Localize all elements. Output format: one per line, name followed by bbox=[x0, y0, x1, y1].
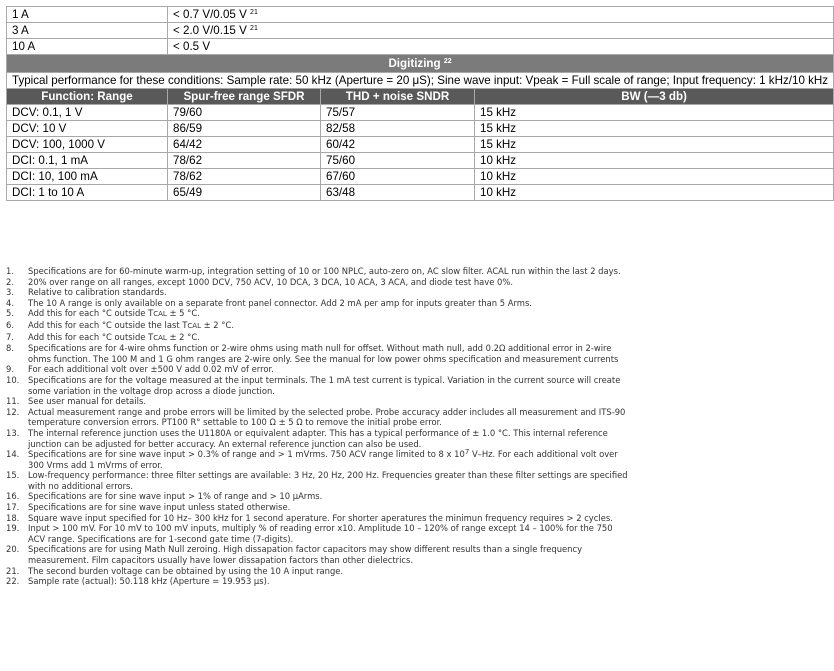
footnote-text: Add this for each °C outside TCAL ± 5 °C. bbox=[28, 308, 200, 319]
footnote-item bbox=[6, 320, 632, 332]
footnote-text: Input > 100 mV. For 10 mV to 100 mV inputs, multiply % of reading error x10. Amplitude 10 – 120% of range except 14 – 100% for the 750 ACV range. Specifications are for 1-second gate time (7-digits). bbox=[28, 523, 613, 544]
footnote-number: 21. bbox=[6, 565, 20, 576]
footnote-text: See user manual for details. bbox=[28, 396, 146, 407]
footnote-text: For each additional volt over ±500 V add 0.02 mV of error. bbox=[28, 364, 274, 375]
table-row: DCI: 10, 100 mA 78/62 67/60 10 kHz bbox=[7, 169, 834, 185]
col-header-sfdr: Spur-free range SFDR bbox=[168, 89, 321, 105]
footnote-text: Add this for each °C outside the last TCAL ± 2 °C. bbox=[28, 319, 234, 330]
footnote-text: Specifications are for sine wave input unless stated otherwise. bbox=[28, 502, 291, 513]
footnote-text: Specifications are for sine wave input > 0.3% of range and > 1 mVrms. 750 ACV range limited to 8 x $10^7$ V–Hz. For each additional volt over 300 Vrms add 1 mVrms of error. bbox=[28, 448, 618, 470]
footnote-number: 5. bbox=[6, 308, 14, 319]
table-row: DCV: 0.1, 1 V 79/60 75/57 15 kHz bbox=[7, 105, 834, 121]
footnote-number: 6. bbox=[6, 319, 14, 330]
footnote-number: 18. bbox=[6, 512, 20, 523]
footnote-text: The second burden voltage can be obtained by using the 10 A input range. bbox=[28, 565, 344, 576]
current-row bbox=[7, 39, 834, 55]
current-row bbox=[7, 23, 834, 39]
footnote-number: 4. bbox=[6, 297, 14, 308]
footnote-number: 2. bbox=[6, 276, 14, 287]
footnote-item bbox=[6, 266, 632, 277]
footnote-text: Relative to calibration standards. bbox=[28, 287, 167, 298]
footnote-text: The internal reference junction uses the U1180A or equivalent adapter. This has a typical performance of ± 1.0 °C. This internal reference junction can be adjusted for better accuracy. An external reference junction can also be used. bbox=[28, 427, 608, 449]
value-cell: < 2.0 V/0.15 V $^{21}$ bbox=[168, 23, 834, 39]
digitizing-section-header: Digitizing $^{22}$ bbox=[7, 55, 834, 73]
col-header-function: Function: Range bbox=[7, 89, 168, 105]
footnote-item bbox=[6, 544, 632, 565]
current-row bbox=[7, 7, 834, 23]
footnote-text: 20% over range on all ranges, except 1000 DCV, 750 ACV, 10 DCA, 3 DCA, 10 ACA, 3 ACA, and diode test have 0%. bbox=[28, 276, 514, 287]
range-cell: 1 A bbox=[7, 7, 168, 23]
footnote-number: 15. bbox=[6, 470, 20, 481]
footnote-item bbox=[6, 287, 632, 298]
table-row: DCI: 1 to 10 A 65/49 63/48 10 kHz bbox=[7, 185, 834, 201]
value-cell: < 0.7 V/0.05 V $^{21}$ bbox=[168, 7, 834, 23]
footnote-number: 8. bbox=[6, 343, 14, 354]
footnote-text: Specifications are for the voltage measured at the input terminals. The 1 mA test current is typical. Variation in the current source will create some variation in the voltage drop across a diode junction. bbox=[28, 374, 621, 396]
footnote-item bbox=[6, 428, 632, 449]
range-cell: 3 A bbox=[7, 23, 168, 39]
footnote-number: 1. bbox=[6, 266, 14, 276]
footnote-number: 16. bbox=[6, 491, 20, 502]
footnote-text: Specifications are for sine wave input > 1% of range and > 10 μArms. bbox=[28, 491, 323, 502]
footnote-text: Sample rate (actual): 50.118 kHz (Aperture = 19.953 μs). bbox=[28, 576, 270, 587]
footnote-number: 7. bbox=[6, 331, 14, 342]
footnote-item bbox=[6, 576, 632, 587]
footnote-item bbox=[6, 396, 632, 407]
footnote-number: 19. bbox=[6, 523, 20, 534]
footnote-number: 13. bbox=[6, 427, 20, 438]
footnote-item bbox=[6, 298, 632, 309]
footnote-number: 10. bbox=[6, 374, 20, 385]
footnote-text: Specifications are for 4-wire ohms function or 2-wire ohms using math null for offset. Without math null, add 0.2Ω additional error in 2-wire ohms function. The 100 M and 1 G ohm ranges are 2-wire only. See the manual for low power ohms specification and measurement currents bbox=[28, 343, 619, 364]
footnote-item bbox=[6, 407, 632, 428]
footnote-item bbox=[6, 449, 632, 470]
footnote-number: 14. bbox=[6, 449, 20, 460]
footnote-number: 9. bbox=[6, 364, 14, 375]
footnote-item bbox=[6, 308, 632, 320]
conditions-row bbox=[7, 73, 834, 89]
footnote-item bbox=[6, 513, 632, 524]
footnote-item bbox=[6, 332, 632, 344]
footnote-text: Low-frequency performance: three filter settings are available: 3 Hz, 20 Hz, 200 Hz. Frequencies greater than these filter settings are specified with no additional errors. bbox=[28, 470, 628, 491]
footnote-item bbox=[6, 502, 632, 513]
footnotes-list bbox=[6, 266, 632, 587]
footnote-item bbox=[6, 566, 632, 577]
footnote-item bbox=[6, 277, 632, 288]
footnote-text: Actual measurement range and probe errors will be limited by the selected probe. Probe accuracy adder includes all measurement and ITS-90 temperature conversion errors. PT100 R° settable to 100 Ω ± 5 Ω to remove the initial probe error. bbox=[28, 406, 626, 428]
footnote-number: 11. bbox=[6, 396, 20, 407]
footnote-text: Square wave input specified for 10 Hz– 300 kHz for 1 second aperature. For shorter aperatures the minimun frequency requires > 2 cycles. bbox=[28, 512, 613, 523]
col-header-bw: BW (—3 db) bbox=[475, 89, 834, 105]
table-row: DCV: 10 V 86/59 82/58 15 kHz bbox=[7, 121, 834, 137]
footnote-number: 17. bbox=[6, 502, 20, 513]
footnote-item bbox=[6, 343, 632, 364]
col-header-sndr: THD + noise SNDR bbox=[321, 89, 475, 105]
footnote-item bbox=[6, 491, 632, 502]
footnote-item bbox=[6, 364, 632, 375]
footnote-item bbox=[6, 523, 632, 544]
table-row: DCI: 0.1, 1 mA 78/62 75/60 10 kHz bbox=[7, 153, 834, 169]
conditions-text: Typical performance for these conditions: Sample rate: 50 kHz (Aperture = 20 μS); Sine wave input: Vpeak = Full scale of range; Input frequency: 1 kHz/10 kHz bbox=[7, 73, 834, 89]
table-row: DCV: 100, 1000 V 64/42 60/42 15 kHz bbox=[7, 137, 834, 153]
spec-table bbox=[6, 6, 834, 201]
footnote-text: Specifications are for using Math Null zeroing. High dissapation factor capacitors may show different results than a single frequency measurement. Film capacitors usually have lower dissapation factors than other dielectrics. bbox=[28, 544, 583, 566]
footnote-number: 3. bbox=[6, 287, 14, 298]
footnote-number: 12. bbox=[6, 406, 20, 417]
footnote-text: Specifications are for 60-minute warm-up, integration setting of 10 or 100 NPLC, auto-zero on, AC slow filter. ACAL run within the last 2 days. bbox=[28, 266, 621, 276]
footnote-number: 20. bbox=[6, 544, 20, 555]
range-cell: 10 A bbox=[7, 39, 168, 55]
footnote-item bbox=[6, 470, 632, 491]
footnote-item bbox=[6, 375, 632, 396]
footnote-text: Add this for each °C outside TCAL ± 2 °C. bbox=[28, 331, 200, 342]
column-header-row bbox=[7, 89, 834, 105]
footnote-number: 22. bbox=[6, 576, 20, 587]
footnote-text: The 10 A range is only available on a separate front panel connector. Add 2 mA per amp for inputs greater than 5 Arms. bbox=[28, 297, 532, 308]
value-cell: < 0.5 V bbox=[168, 39, 834, 55]
